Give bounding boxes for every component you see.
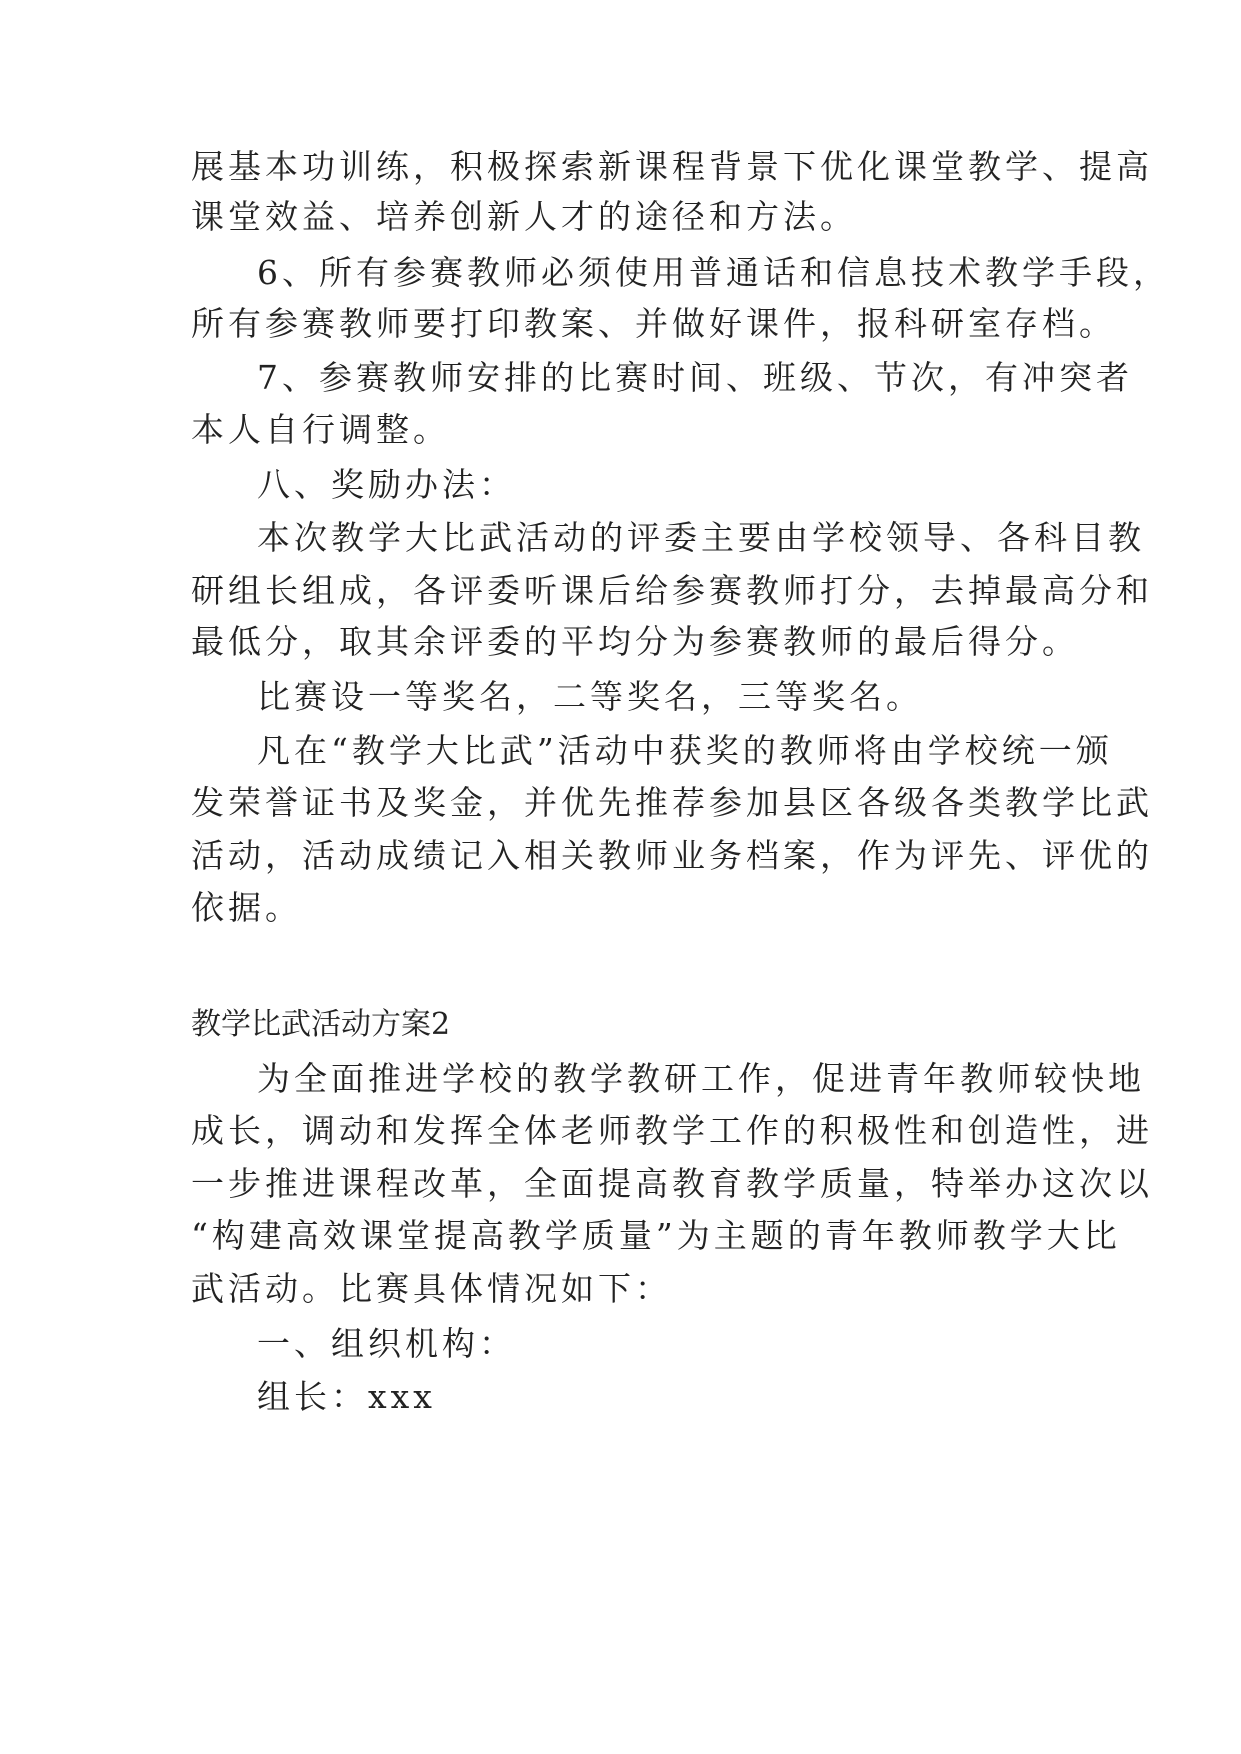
text-line: 比赛设一等奖名，二等奖名，三等奖名。	[257, 677, 923, 716]
text-line: 所有参赛教师要打印教案、并做好课件，报科研室存档。	[191, 304, 1116, 343]
text-line: 6、所有参赛教师必须使用普通话和信息技术教学手段，	[257, 253, 1170, 292]
text-line: 研组长组成，各评委听课后给参赛教师打分，去掉最高分和	[191, 571, 1153, 610]
section-title: 教学比武活动方案2	[191, 1007, 451, 1042]
text-line: 凡在“教学大比武”活动中获奖的教师将由学校统一颁	[257, 731, 1113, 770]
text-line: 活动，活动成绩记入相关教师业务档案，作为评先、评优的	[191, 836, 1153, 875]
text-line: 成长，调动和发挥全体老师教学工作的积极性和创造性，进	[191, 1111, 1153, 1150]
text-line: 发荣誉证书及奖金，并优先推荐参加县区各级各类教学比武	[191, 783, 1153, 822]
text-line: 本人自行调整。	[191, 410, 450, 449]
section-heading: 一、组织机构：	[257, 1324, 516, 1363]
text-line: 一步推进课程改革，全面提高教育教学质量，特举办这次以	[191, 1164, 1153, 1203]
text-line: “构建高效课堂提高教学质量”为主题的青年教师教学大比	[191, 1216, 1121, 1255]
text-line: 展基本功训练，积极探索新课程背景下优化课堂教学、提高	[191, 147, 1153, 186]
text-line: 最低分，取其余评委的平均分为参赛教师的最后得分。	[191, 622, 1079, 661]
text-line: 本次教学大比武活动的评委主要由学校领导、各科目教	[257, 518, 1145, 557]
text-line: 课堂效益、培养创新人才的途径和方法。	[191, 197, 857, 236]
text-line: 7、参赛教师安排的比赛时间、班级、节次，有冲突者	[257, 358, 1133, 397]
text-line: 为全面推进学校的教学教研工作，促进青年教师较快地	[257, 1059, 1145, 1098]
section-heading: 八、奖励办法：	[257, 465, 516, 504]
text-line: 组长：xxx	[257, 1377, 436, 1416]
text-line: 依据。	[191, 888, 302, 927]
text-line: 武活动。比赛具体情况如下：	[191, 1269, 672, 1308]
